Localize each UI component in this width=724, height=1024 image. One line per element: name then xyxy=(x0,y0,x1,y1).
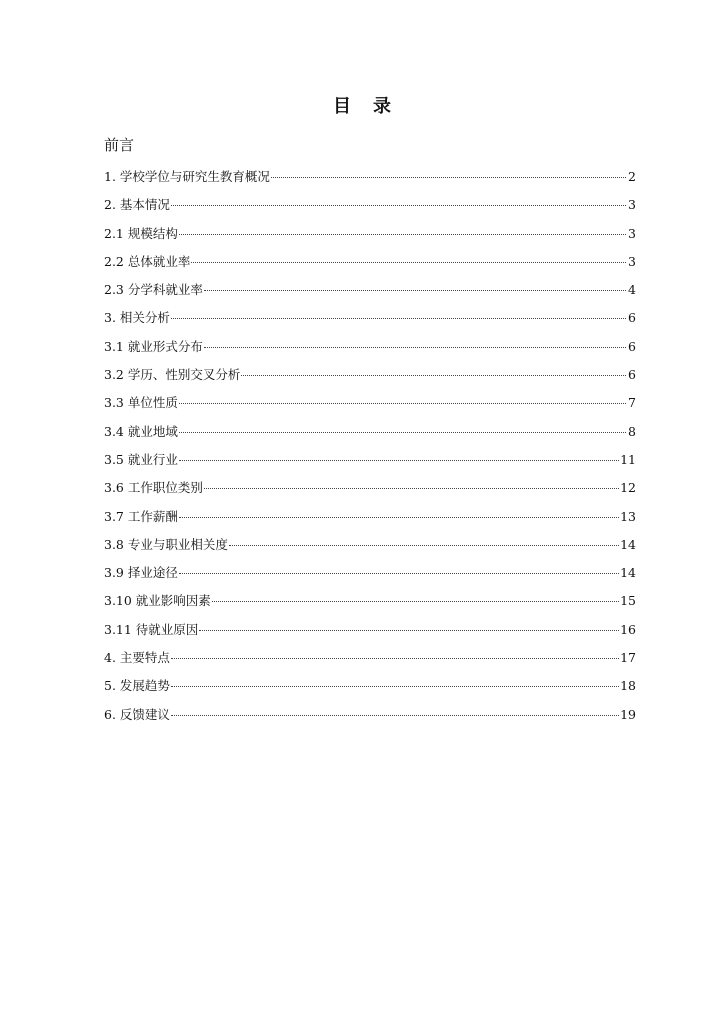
toc-entry-label: 1. 学校学位与研究生教育概况 xyxy=(104,169,270,184)
toc-entry-label: 4. 主要特点 xyxy=(104,650,170,666)
toc-entry[interactable] xyxy=(104,705,636,733)
toc-entry-page: 13 xyxy=(620,508,636,524)
toc-entry[interactable] xyxy=(104,563,636,591)
toc-entry-page: 14 xyxy=(620,536,636,552)
toc-entry-page: 3 xyxy=(628,197,636,213)
toc-entry[interactable] xyxy=(104,620,636,648)
toc-entry[interactable] xyxy=(104,365,636,393)
toc-list xyxy=(104,167,636,733)
toc-leader-dots xyxy=(179,432,626,433)
toc-entry-label: 5. 发展趋势 xyxy=(104,678,170,694)
toc-entry-label: 3.6 工作职位类别 xyxy=(104,480,203,496)
toc-entry-label: 2.1 规模结构 xyxy=(104,225,178,241)
toc-entry-page: 6 xyxy=(628,338,636,354)
toc-entry-page: 6 xyxy=(628,310,636,326)
toc-leader-dots xyxy=(171,318,626,319)
toc-entry[interactable] xyxy=(104,422,636,450)
toc-leader-dots xyxy=(179,460,619,461)
toc-entry-label: 3.4 就业地域 xyxy=(104,423,178,439)
toc-entry-label: 2.3 分学科就业率 xyxy=(104,282,203,298)
toc-entry[interactable] xyxy=(104,450,636,478)
toc-entry-label: 3.8 专业与职业相关度 xyxy=(104,536,228,552)
toc-entry-page: 17 xyxy=(620,650,636,666)
toc-entry-label: 6. 反馈建议 xyxy=(104,706,170,722)
toc-entry-page: 6 xyxy=(628,367,636,383)
toc-leader-dots xyxy=(204,488,619,489)
toc-entry-page: 3 xyxy=(628,225,636,241)
toc-leader-dots xyxy=(241,375,626,376)
toc-entry[interactable] xyxy=(104,507,636,535)
toc-leader-dots xyxy=(204,347,626,348)
toc-entry[interactable] xyxy=(104,252,636,280)
toc-leader-dots xyxy=(212,601,619,602)
toc-entry[interactable] xyxy=(104,337,636,365)
toc-entry[interactable] xyxy=(104,393,636,421)
toc-title-right: 录 xyxy=(373,96,391,117)
toc-leader-dots xyxy=(179,517,619,518)
toc-entry-label: 3.1 就业形式分布 xyxy=(104,338,203,354)
toc-entry[interactable] xyxy=(104,591,636,619)
toc-leader-dots xyxy=(171,658,619,659)
toc-leader-dots xyxy=(171,715,619,716)
toc-entry-label: 3.3 单位性质 xyxy=(104,395,178,411)
toc-entry[interactable] xyxy=(104,167,636,195)
toc-entry-label: 3.5 就业行业 xyxy=(104,451,178,467)
toc-leader-dots xyxy=(199,630,619,631)
toc-entry-page: 15 xyxy=(620,593,636,609)
toc-entry[interactable] xyxy=(104,676,636,704)
toc-leader-dots xyxy=(179,234,626,235)
toc-entry-label: 2.2 总体就业率 xyxy=(104,253,191,269)
toc-entry-page: 11 xyxy=(620,451,636,467)
toc-leader-dots xyxy=(229,545,619,546)
toc-entry[interactable] xyxy=(104,224,636,252)
toc-entry[interactable] xyxy=(104,648,636,676)
toc-entry[interactable] xyxy=(104,195,636,223)
toc-entry-page: 16 xyxy=(620,621,636,637)
toc-entry[interactable] xyxy=(104,535,636,563)
toc-entry[interactable] xyxy=(104,280,636,308)
toc-leader-dots xyxy=(171,686,619,687)
toc-entry-label: 3.10 就业影响因素 xyxy=(104,593,211,609)
toc-title-left: 目 xyxy=(333,96,351,117)
toc-leader-dots xyxy=(271,177,626,178)
toc-entry-label: 3.9 择业途径 xyxy=(104,565,178,581)
toc-preface: 前言 xyxy=(104,136,135,154)
toc-entry-page: 3 xyxy=(628,253,636,269)
toc-leader-dots xyxy=(204,290,626,291)
toc-entry-page: 2 xyxy=(628,169,636,184)
toc-entry-label: 3.11 待就业原因 xyxy=(104,621,199,637)
toc-entry-page: 14 xyxy=(620,565,636,581)
toc-leader-dots xyxy=(171,205,626,206)
toc-leader-dots xyxy=(179,573,619,574)
toc-leader-dots xyxy=(191,262,626,263)
toc-entry[interactable] xyxy=(104,478,636,506)
toc-entry-label: 3.2 学历、性别交叉分析 xyxy=(104,367,241,383)
toc-title xyxy=(0,92,724,118)
toc-entry-label: 3.7 工作薪酬 xyxy=(104,508,178,524)
toc-entry-page: 12 xyxy=(620,480,636,496)
toc-entry-page: 19 xyxy=(620,706,636,722)
toc-leader-dots xyxy=(179,403,626,404)
toc-entry[interactable] xyxy=(104,308,636,336)
toc-entry-label: 3. 相关分析 xyxy=(104,310,170,326)
toc-entry-page: 7 xyxy=(628,395,636,411)
toc-entry-page: 18 xyxy=(620,678,636,694)
toc-entry-page: 4 xyxy=(628,282,636,298)
toc-entry-label: 2. 基本情况 xyxy=(104,197,170,213)
toc-entry-page: 8 xyxy=(628,423,636,439)
